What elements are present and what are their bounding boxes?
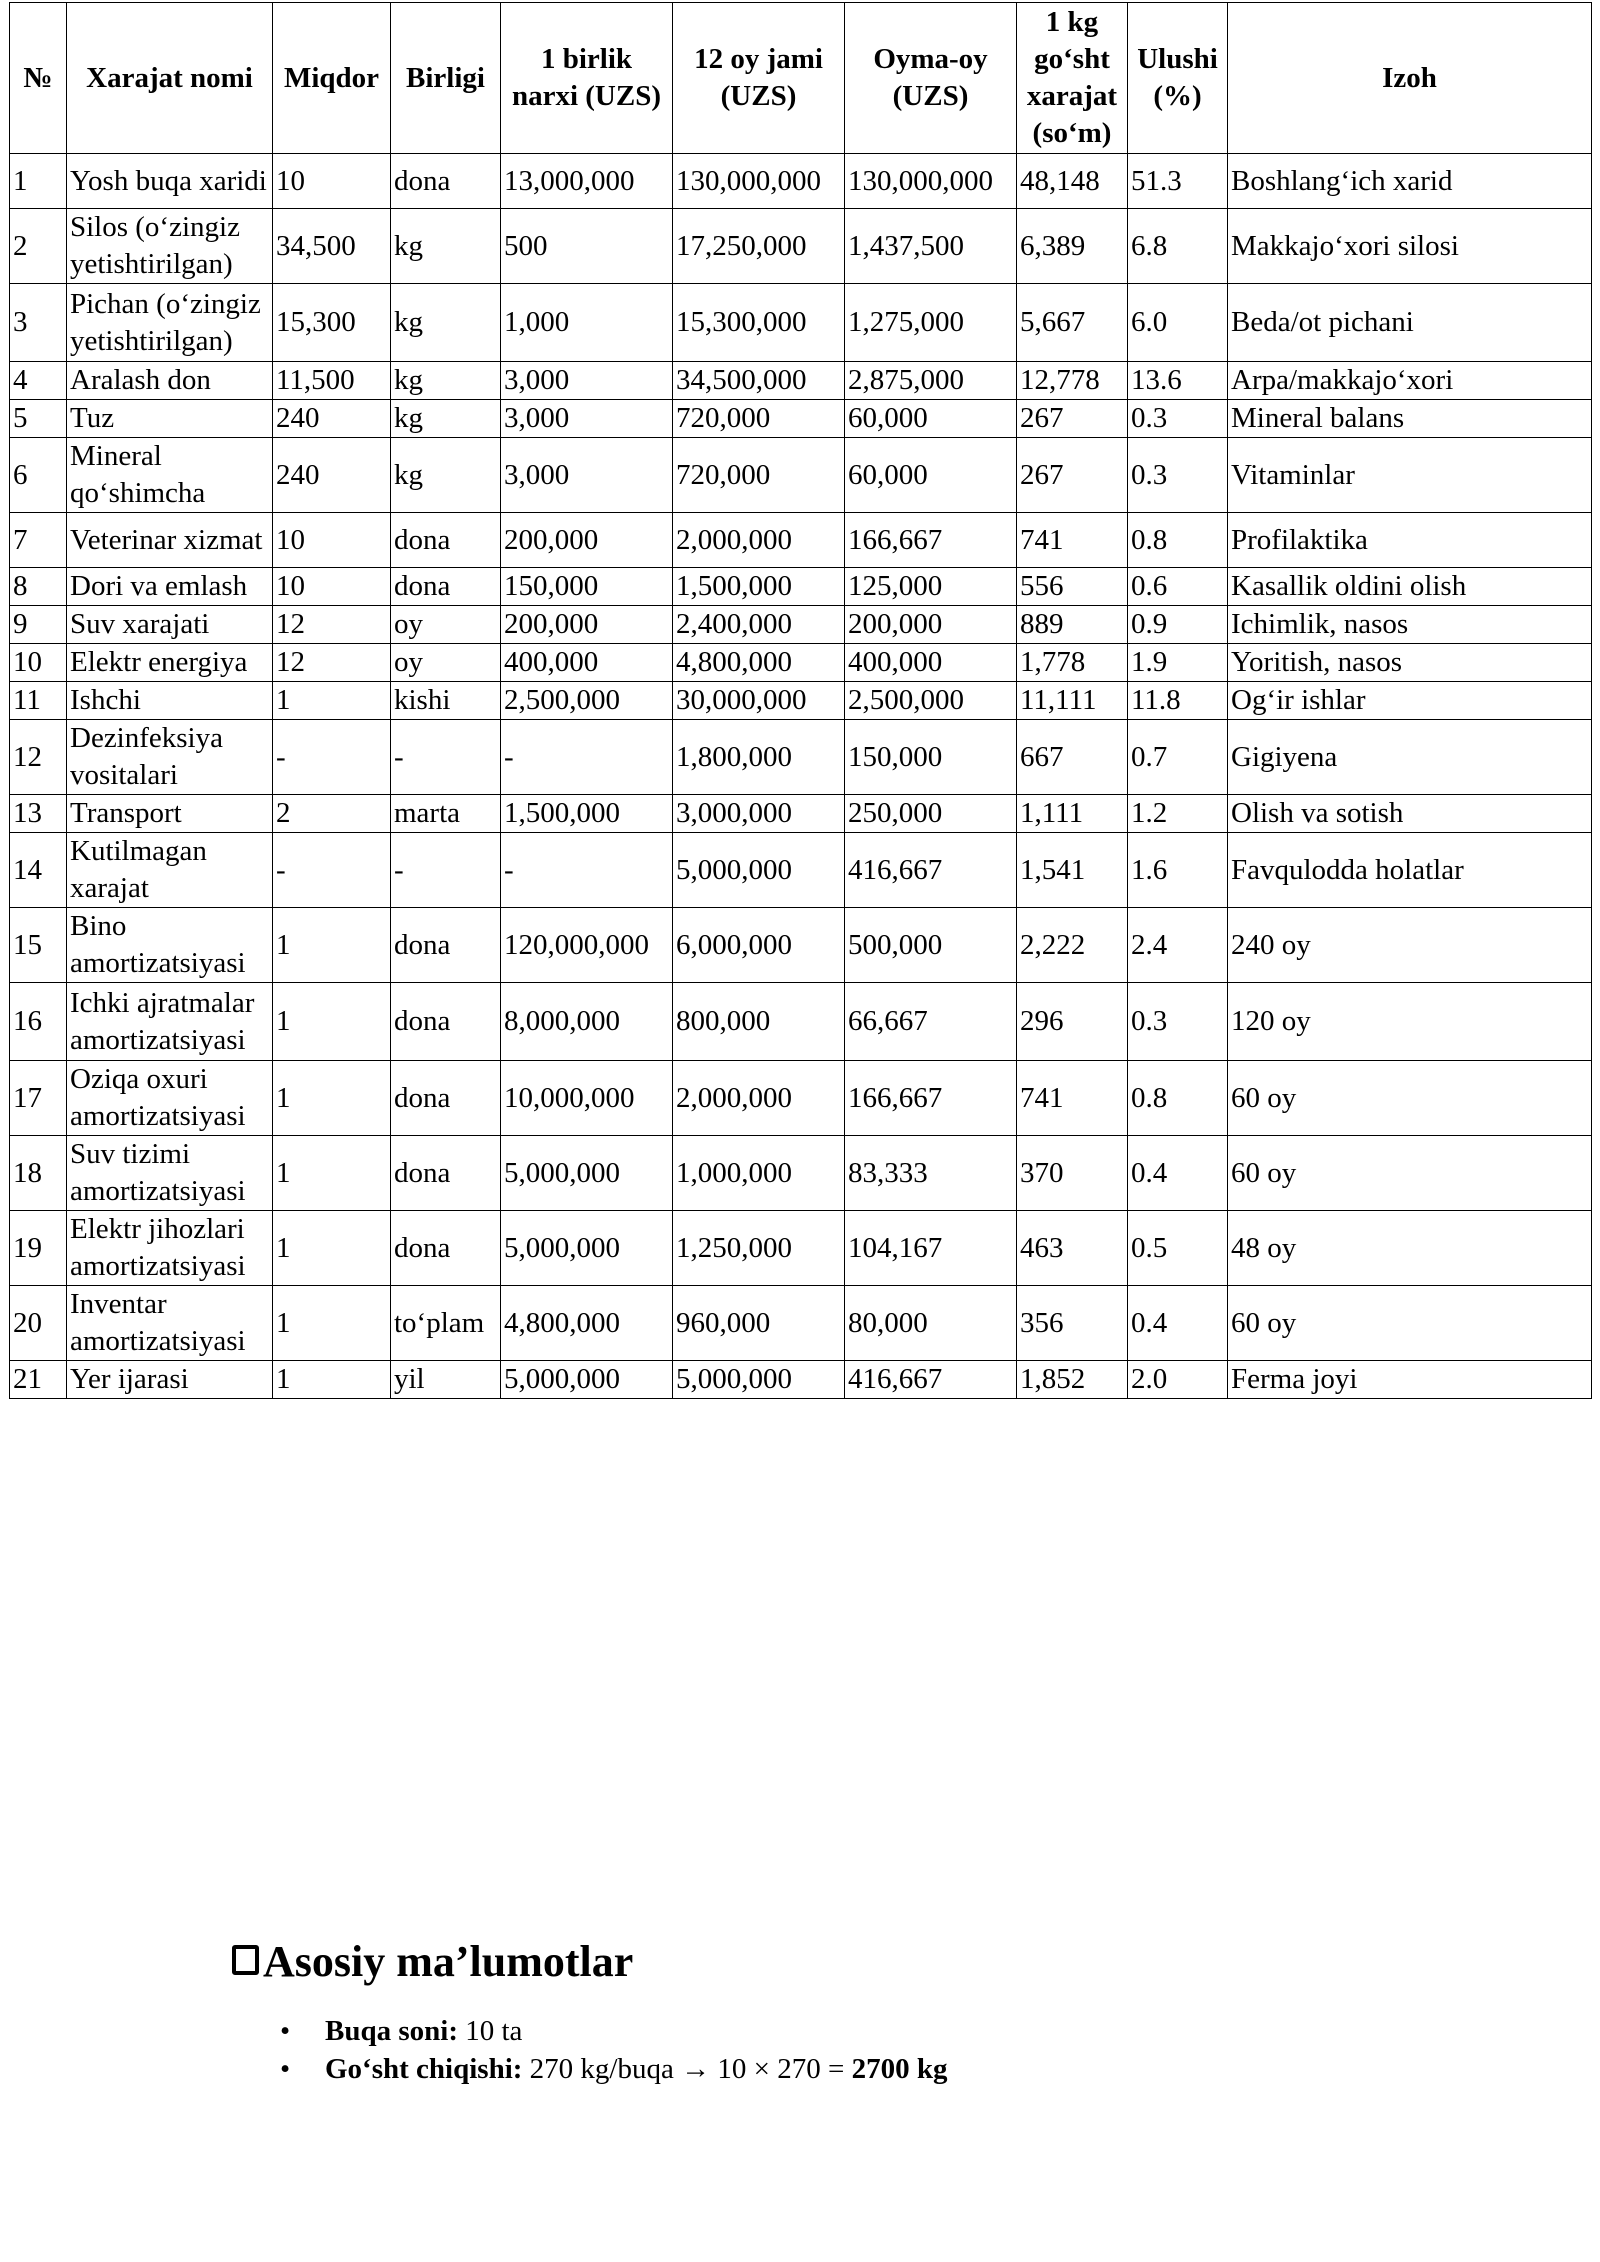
table-header-row — [10, 3, 1592, 154]
cell-annual-total: 720,000 — [673, 438, 845, 513]
cell-unit: oy — [391, 644, 501, 682]
cell-number: 15 — [10, 908, 67, 983]
table-row — [10, 682, 1592, 720]
cell-cost-name: Transport — [67, 795, 273, 833]
cell-unit-price: 500 — [501, 209, 673, 284]
cell-per-kg-cost: 5,667 — [1017, 284, 1128, 362]
cell-share: 0.3 — [1128, 438, 1228, 513]
cell-cost-name: Kutilmagan xarajat — [67, 833, 273, 908]
cell-unit-price: 150,000 — [501, 568, 673, 606]
cell-number: 8 — [10, 568, 67, 606]
cell-cost-name: Ichki ajratmalar amortizatsiyasi — [67, 983, 273, 1061]
cell-cost-name: Elektr energiya — [67, 644, 273, 682]
cell-share: 0.3 — [1128, 400, 1228, 438]
cell-note: 48 oy — [1228, 1211, 1592, 1286]
cell-unit: - — [391, 720, 501, 795]
cell-note: Mineral balans — [1228, 400, 1592, 438]
cell-number: 19 — [10, 1211, 67, 1286]
header-col-share — [1128, 3, 1228, 154]
table-row — [10, 154, 1592, 209]
cell-per-kg-cost: 1,778 — [1017, 644, 1128, 682]
cell-monthly: 1,275,000 — [845, 284, 1017, 362]
cell-quantity: 1 — [273, 1361, 391, 1399]
cell-share: 0.5 — [1128, 1211, 1228, 1286]
cell-quantity: 1 — [273, 908, 391, 983]
cell-cost-name: Pichan (o‘zingiz yetishtirilgan) — [67, 284, 273, 362]
cell-quantity: 10 — [273, 154, 391, 209]
cell-number: 18 — [10, 1136, 67, 1211]
cell-per-kg-cost: 6,389 — [1017, 209, 1128, 284]
cell-quantity: 240 — [273, 438, 391, 513]
cell-share: 2.4 — [1128, 908, 1228, 983]
cell-number: 4 — [10, 362, 67, 400]
table-row — [10, 795, 1592, 833]
header-col-number — [10, 3, 67, 154]
cell-annual-total: 34,500,000 — [673, 362, 845, 400]
cell-note: 60 oy — [1228, 1286, 1592, 1361]
cell-per-kg-cost: 12,778 — [1017, 362, 1128, 400]
cell-monthly: 400,000 — [845, 644, 1017, 682]
table-row — [10, 1361, 1592, 1399]
cell-note: Makkajo‘xori silosi — [1228, 209, 1592, 284]
cell-share: 0.3 — [1128, 983, 1228, 1061]
header-line: 1 birlik — [540, 43, 633, 75]
cell-cost-name: Dori va emlash — [67, 568, 273, 606]
cell-quantity: - — [273, 720, 391, 795]
cell-note: Ichimlik, nasos — [1228, 606, 1592, 644]
cell-note: 60 oy — [1228, 1061, 1592, 1136]
cell-unit: dona — [391, 513, 501, 568]
header-col-unit-price — [501, 3, 673, 154]
section-heading — [228, 1932, 1428, 1992]
cell-share: 0.9 — [1128, 606, 1228, 644]
cell-unit-price: 3,000 — [501, 438, 673, 513]
item-text: 270 kg/buqa → 10 × 270 = — [522, 2053, 852, 2085]
cell-cost-name: Suv tizimi amortizatsiyasi — [67, 1136, 273, 1211]
cell-quantity: 1 — [273, 983, 391, 1061]
cell-number: 13 — [10, 795, 67, 833]
cell-share: 0.8 — [1128, 1061, 1228, 1136]
cell-number: 3 — [10, 284, 67, 362]
cell-monthly: 416,667 — [845, 1361, 1017, 1399]
cell-per-kg-cost: 296 — [1017, 983, 1128, 1061]
cell-annual-total: 720,000 — [673, 400, 845, 438]
cell-per-kg-cost: 463 — [1017, 1211, 1128, 1286]
cell-per-kg-cost: 556 — [1017, 568, 1128, 606]
cell-share: 6.0 — [1128, 284, 1228, 362]
cell-per-kg-cost: 667 — [1017, 720, 1128, 795]
cell-share: 1.6 — [1128, 833, 1228, 908]
header-line: Oyma-oy — [873, 43, 988, 75]
cell-note: 240 oy — [1228, 908, 1592, 983]
cell-number: 11 — [10, 682, 67, 720]
header-line: Xarajat nomi — [86, 61, 253, 94]
cell-monthly: 60,000 — [845, 400, 1017, 438]
item-label: Buqa soni: — [325, 2015, 458, 2047]
cell-monthly: 166,667 — [845, 1061, 1017, 1136]
cell-monthly: 150,000 — [845, 720, 1017, 795]
header-col-annual-total — [673, 3, 845, 154]
cell-annual-total: 130,000,000 — [673, 154, 845, 209]
cell-share: 2.0 — [1128, 1361, 1228, 1399]
cell-quantity: 10 — [273, 513, 391, 568]
header-line: go‘sht — [1034, 43, 1110, 75]
cell-cost-name: Suv xarajati — [67, 606, 273, 644]
table-row — [10, 1211, 1592, 1286]
cell-unit: dona — [391, 568, 501, 606]
cell-unit: kg — [391, 400, 501, 438]
cell-unit-price: 1,000 — [501, 284, 673, 362]
cell-annual-total: 15,300,000 — [673, 284, 845, 362]
header-line: (UZS) — [720, 80, 797, 112]
summary-list — [228, 2012, 1428, 2088]
cell-unit: dona — [391, 154, 501, 209]
header-line: Izoh — [1382, 61, 1437, 94]
cell-unit-price: 10,000,000 — [501, 1061, 673, 1136]
cell-annual-total: 6,000,000 — [673, 908, 845, 983]
cell-annual-total: 2,000,000 — [673, 1061, 845, 1136]
cell-unit-price: 5,000,000 — [501, 1361, 673, 1399]
cell-share: 0.7 — [1128, 720, 1228, 795]
cell-note: Arpa/makkajo‘xori — [1228, 362, 1592, 400]
cell-per-kg-cost: 1,852 — [1017, 1361, 1128, 1399]
cell-note: Ferma joyi — [1228, 1361, 1592, 1399]
cell-quantity: 12 — [273, 644, 391, 682]
cell-per-kg-cost: 2,222 — [1017, 908, 1128, 983]
header-col-monthly — [845, 3, 1017, 154]
cell-quantity: 1 — [273, 682, 391, 720]
cell-number: 14 — [10, 833, 67, 908]
header-line: (UZS) — [892, 80, 969, 112]
cell-cost-name: Tuz — [67, 400, 273, 438]
table-row — [10, 400, 1592, 438]
cell-monthly: 125,000 — [845, 568, 1017, 606]
cell-unit: - — [391, 833, 501, 908]
header-line: narxi (UZS) — [511, 80, 662, 112]
cell-unit: dona — [391, 983, 501, 1061]
cell-per-kg-cost: 889 — [1017, 606, 1128, 644]
header-line: (so‘m) — [1032, 117, 1112, 149]
cell-monthly: 130,000,000 — [845, 154, 1017, 209]
item-label: Go‘sht chiqishi: — [325, 2053, 523, 2085]
cell-unit: kishi — [391, 682, 501, 720]
cell-monthly: 60,000 — [845, 438, 1017, 513]
cell-cost-name: Ishchi — [67, 682, 273, 720]
list-item — [325, 2050, 1428, 2088]
cell-unit-price: - — [501, 833, 673, 908]
cell-unit-price: 200,000 — [501, 513, 673, 568]
table-row — [10, 1136, 1592, 1211]
cell-number: 17 — [10, 1061, 67, 1136]
cost-table — [9, 2, 1592, 1399]
cell-unit-price: 4,800,000 — [501, 1286, 673, 1361]
cell-number: 20 — [10, 1286, 67, 1361]
table-row — [10, 908, 1592, 983]
cell-annual-total: 5,000,000 — [673, 833, 845, 908]
cell-unit-price: 200,000 — [501, 606, 673, 644]
cell-monthly: 1,437,500 — [845, 209, 1017, 284]
list-item — [325, 2012, 1428, 2050]
cell-unit-price: 3,000 — [501, 400, 673, 438]
cell-monthly: 2,875,000 — [845, 362, 1017, 400]
header-line: Ulushi — [1137, 43, 1218, 75]
cell-monthly: 83,333 — [845, 1136, 1017, 1211]
cell-share: 0.4 — [1128, 1286, 1228, 1361]
cell-per-kg-cost: 741 — [1017, 513, 1128, 568]
item-text: 10 ta — [457, 2015, 523, 2047]
table-row — [10, 513, 1592, 568]
header-line: Miqdor — [283, 61, 380, 94]
cell-cost-name: Veterinar xizmat — [67, 513, 273, 568]
cell-number: 21 — [10, 1361, 67, 1399]
cell-unit: dona — [391, 1061, 501, 1136]
cell-note: Beda/ot pichani — [1228, 284, 1592, 362]
cell-quantity: 11,500 — [273, 362, 391, 400]
cell-number: 9 — [10, 606, 67, 644]
cell-annual-total: 17,250,000 — [673, 209, 845, 284]
summary-section — [228, 1932, 1428, 2088]
cell-quantity: 10 — [273, 568, 391, 606]
header-col-unit — [391, 3, 501, 154]
cell-cost-name: Inventar amortizatsiyasi — [67, 1286, 273, 1361]
cell-cost-name: Yosh buqa xaridi — [67, 154, 273, 209]
table-row — [10, 983, 1592, 1061]
cell-per-kg-cost: 1,111 — [1017, 795, 1128, 833]
header-col-cost-name — [67, 3, 273, 154]
cell-quantity: - — [273, 833, 391, 908]
cell-monthly: 500,000 — [845, 908, 1017, 983]
cell-share: 0.8 — [1128, 513, 1228, 568]
table-body — [10, 154, 1592, 1399]
cell-quantity: 240 — [273, 400, 391, 438]
header-line: № — [23, 61, 53, 94]
cell-unit: marta — [391, 795, 501, 833]
header-line: 12 oy jami — [694, 43, 823, 75]
cell-cost-name: Silos (o‘zingiz yetishtirilgan) — [67, 209, 273, 284]
cell-note: 60 oy — [1228, 1136, 1592, 1211]
cell-monthly: 416,667 — [845, 833, 1017, 908]
cell-note: Og‘ir ishlar — [1228, 682, 1592, 720]
cell-annual-total: 2,000,000 — [673, 513, 845, 568]
cell-per-kg-cost: 741 — [1017, 1061, 1128, 1136]
cell-per-kg-cost: 48,148 — [1017, 154, 1128, 209]
cell-note: Kasallik oldini olish — [1228, 568, 1592, 606]
cell-annual-total: 5,000,000 — [673, 1361, 845, 1399]
table-row — [10, 833, 1592, 908]
checkbox-icon — [232, 1945, 259, 1975]
cell-quantity: 1 — [273, 1286, 391, 1361]
cell-unit: oy — [391, 606, 501, 644]
header-col-quantity — [273, 3, 391, 154]
cell-quantity: 2 — [273, 795, 391, 833]
cell-number: 10 — [10, 644, 67, 682]
cell-per-kg-cost: 267 — [1017, 438, 1128, 513]
cell-monthly: 200,000 — [845, 606, 1017, 644]
cell-unit: kg — [391, 362, 501, 400]
header-col-note — [1228, 3, 1592, 154]
cell-annual-total: 1,800,000 — [673, 720, 845, 795]
header-line: Birligi — [406, 61, 485, 94]
table-row — [10, 720, 1592, 795]
cell-cost-name: Mineral qo‘shimcha — [67, 438, 273, 513]
cell-share: 11.8 — [1128, 682, 1228, 720]
cell-number: 16 — [10, 983, 67, 1061]
cell-monthly: 166,667 — [845, 513, 1017, 568]
cell-unit: kg — [391, 438, 501, 513]
cell-per-kg-cost: 370 — [1017, 1136, 1128, 1211]
cell-per-kg-cost: 11,111 — [1017, 682, 1128, 720]
cell-cost-name: Aralash don — [67, 362, 273, 400]
table-row — [10, 568, 1592, 606]
cell-annual-total: 1,250,000 — [673, 1211, 845, 1286]
cell-number: 5 — [10, 400, 67, 438]
cell-unit: to‘plam — [391, 1286, 501, 1361]
table-row — [10, 284, 1592, 362]
cell-number: 6 — [10, 438, 67, 513]
header-line: (%) — [1153, 80, 1202, 112]
cell-unit-price: 13,000,000 — [501, 154, 673, 209]
cell-note: Profilaktika — [1228, 513, 1592, 568]
cell-note: 120 oy — [1228, 983, 1592, 1061]
cell-number: 12 — [10, 720, 67, 795]
cell-monthly: 2,500,000 — [845, 682, 1017, 720]
header-line: xarajat — [1026, 80, 1118, 112]
cell-share: 51.3 — [1128, 154, 1228, 209]
cell-per-kg-cost: 1,541 — [1017, 833, 1128, 908]
cell-quantity: 1 — [273, 1211, 391, 1286]
cell-note: Gigiyena — [1228, 720, 1592, 795]
cell-quantity: 1 — [273, 1136, 391, 1211]
cell-share: 6.8 — [1128, 209, 1228, 284]
table-row — [10, 1286, 1592, 1361]
cell-annual-total: 960,000 — [673, 1286, 845, 1361]
cell-annual-total: 2,400,000 — [673, 606, 845, 644]
cell-monthly: 80,000 — [845, 1286, 1017, 1361]
cell-unit-price: 400,000 — [501, 644, 673, 682]
cell-annual-total: 30,000,000 — [673, 682, 845, 720]
cell-annual-total: 1,500,000 — [673, 568, 845, 606]
cell-number: 7 — [10, 513, 67, 568]
cell-unit-price: 1,500,000 — [501, 795, 673, 833]
cell-unit-price: - — [501, 720, 673, 795]
cell-annual-total: 4,800,000 — [673, 644, 845, 682]
cell-unit: dona — [391, 1211, 501, 1286]
cell-annual-total: 1,000,000 — [673, 1136, 845, 1211]
cell-unit: kg — [391, 284, 501, 362]
cell-unit: dona — [391, 908, 501, 983]
cell-per-kg-cost: 356 — [1017, 1286, 1128, 1361]
table-row — [10, 1061, 1592, 1136]
cell-quantity: 1 — [273, 1061, 391, 1136]
cell-note: Boshlang‘ich xarid — [1228, 154, 1592, 209]
cell-cost-name: Yer ijarasi — [67, 1361, 273, 1399]
table-row — [10, 438, 1592, 513]
cell-monthly: 250,000 — [845, 795, 1017, 833]
cell-note: Vitaminlar — [1228, 438, 1592, 513]
cell-unit: yil — [391, 1361, 501, 1399]
cell-share: 13.6 — [1128, 362, 1228, 400]
table-row — [10, 209, 1592, 284]
cell-cost-name: Elektr jihozlari amortizatsiyasi — [67, 1211, 273, 1286]
cell-share: 0.4 — [1128, 1136, 1228, 1211]
cell-cost-name: Oziqa oxuri amortizatsiyasi — [67, 1061, 273, 1136]
table-row — [10, 362, 1592, 400]
cell-unit-price: 5,000,000 — [501, 1136, 673, 1211]
cell-per-kg-cost: 267 — [1017, 400, 1128, 438]
cell-unit-price: 120,000,000 — [501, 908, 673, 983]
cell-annual-total: 800,000 — [673, 983, 845, 1061]
header-col-per-kg-cost — [1017, 3, 1128, 154]
cell-note: Favqulodda holatlar — [1228, 833, 1592, 908]
table-row — [10, 606, 1592, 644]
cell-share: 0.6 — [1128, 568, 1228, 606]
cell-unit: kg — [391, 209, 501, 284]
cell-cost-name: Bino amortizatsiyasi — [67, 908, 273, 983]
cell-unit-price: 3,000 — [501, 362, 673, 400]
cell-note: Yoritish, nasos — [1228, 644, 1592, 682]
cell-unit-price: 5,000,000 — [501, 1211, 673, 1286]
cell-number: 1 — [10, 154, 67, 209]
cell-unit-price: 2,500,000 — [501, 682, 673, 720]
cell-quantity: 15,300 — [273, 284, 391, 362]
cell-unit-price: 8,000,000 — [501, 983, 673, 1061]
cell-annual-total: 3,000,000 — [673, 795, 845, 833]
cell-monthly: 66,667 — [845, 983, 1017, 1061]
cell-number: 2 — [10, 209, 67, 284]
table-row — [10, 644, 1592, 682]
cell-monthly: 104,167 — [845, 1211, 1017, 1286]
cell-quantity: 12 — [273, 606, 391, 644]
cell-share: 1.2 — [1128, 795, 1228, 833]
section-title: Asosiy ma’lumotlar — [263, 1937, 634, 1986]
cell-unit: dona — [391, 1136, 501, 1211]
header-line: 1 kg — [1045, 6, 1099, 38]
cell-cost-name: Dezinfeksiya vositalari — [67, 720, 273, 795]
cell-note: Olish va sotish — [1228, 795, 1592, 833]
cell-quantity: 34,500 — [273, 209, 391, 284]
cell-share: 1.9 — [1128, 644, 1228, 682]
item-result: 2700 kg — [851, 2053, 948, 2085]
